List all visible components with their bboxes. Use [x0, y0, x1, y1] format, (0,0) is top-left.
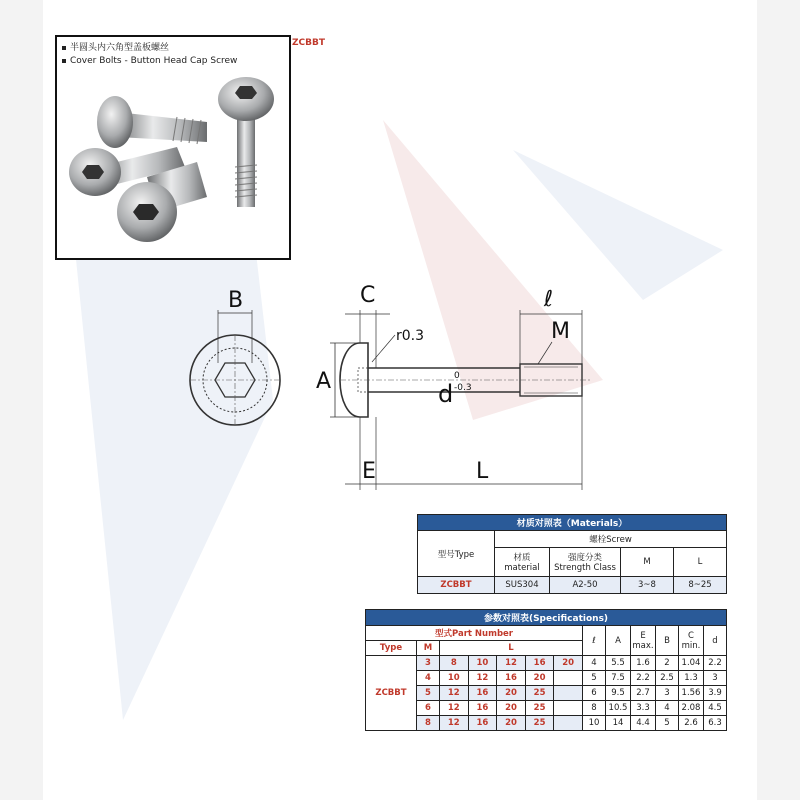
specs-L-cell: 10	[468, 656, 497, 671]
materials-table	[417, 514, 727, 594]
dim-label-d: d	[438, 380, 454, 408]
specs-M-cell: 5	[417, 686, 440, 701]
specs-M-cell: 4	[417, 671, 440, 686]
materials-row-type: ZCBBT	[418, 577, 495, 594]
specs-col-L: L	[440, 641, 583, 656]
specs-row	[366, 686, 727, 701]
brand-tag: ZCBBT	[292, 38, 325, 48]
specs-L-cell: 25	[525, 701, 554, 716]
specs-L-cell: 12	[497, 656, 526, 671]
technical-drawing	[180, 280, 620, 500]
specs-L-cell	[554, 716, 583, 731]
specs-col-E: E max.	[631, 626, 656, 656]
specs-L-cell: 16	[497, 671, 526, 686]
specs-L-cell: 10	[440, 671, 469, 686]
specs-d-cell: 2.2	[704, 656, 727, 671]
materials-row-L: 8~25	[674, 577, 727, 594]
specs-d-cell: 6.3	[704, 716, 727, 731]
specs-M-cell: 3	[417, 656, 440, 671]
specs-col-B: B	[656, 626, 679, 656]
specs-C-cell: 1.3	[679, 671, 704, 686]
specs-col-A: A	[606, 626, 631, 656]
specs-B-cell: 2.5	[656, 671, 679, 686]
specs-B-cell: 5	[656, 716, 679, 731]
specs-L-cell: 20	[497, 686, 526, 701]
specs-part-number-header: 型式Part Number	[366, 626, 583, 641]
specs-L-cell: 12	[468, 671, 497, 686]
specs-B-cell: 3	[656, 686, 679, 701]
specs-L-cell: 16	[468, 716, 497, 731]
specs-col-d: d	[704, 626, 727, 656]
materials-row-material: SUS304	[495, 577, 550, 594]
specs-B-cell: 2	[656, 656, 679, 671]
specs-L-cell: 12	[440, 686, 469, 701]
specs-col-C: C min.	[679, 626, 704, 656]
specs-col-l: ℓ	[583, 626, 606, 656]
specs-l-cell: 4	[583, 656, 606, 671]
dim-label-M: M	[551, 319, 570, 344]
dim-label-A: A	[316, 369, 332, 394]
specs-col-M: M	[417, 641, 440, 656]
specs-d-cell: 3.9	[704, 686, 727, 701]
bolts-photo	[57, 37, 289, 258]
specs-E-cell: 3.3	[631, 701, 656, 716]
specs-C-cell: 1.04	[679, 656, 704, 671]
materials-type-header: 型号Type	[418, 531, 495, 577]
specs-row	[366, 671, 727, 686]
materials-screw-header: 螺栓Screw	[495, 531, 727, 548]
dim-label-L: L	[476, 459, 489, 484]
specs-E-cell: 2.7	[631, 686, 656, 701]
specs-L-cell: 20	[525, 671, 554, 686]
dim-label-C: C	[360, 283, 376, 308]
specs-A-cell: 9.5	[606, 686, 631, 701]
specs-row	[366, 701, 727, 716]
specs-B-cell: 4	[656, 701, 679, 716]
specs-L-cell: 16	[468, 686, 497, 701]
specs-L-cell: 25	[525, 686, 554, 701]
specs-M-cell: 8	[417, 716, 440, 731]
specs-A-cell: 5.5	[606, 656, 631, 671]
specs-C-cell: 2.08	[679, 701, 704, 716]
specs-row	[366, 716, 727, 731]
product-photo-box	[55, 35, 291, 260]
specs-table-title: 参数对照表(Specifications)	[366, 610, 727, 626]
materials-col-L: L	[674, 548, 727, 577]
specs-row	[366, 656, 727, 671]
photo-caption-cn: 半圆头内六角型盖板螺丝	[62, 40, 169, 53]
photo-caption-en: Cover Bolts - Button Head Cap Screw	[62, 56, 237, 66]
specs-L-cell: 25	[525, 716, 554, 731]
specs-L-cell	[554, 701, 583, 716]
materials-table-title: 材质对照表（Materials）	[418, 515, 727, 531]
specs-table	[365, 609, 727, 731]
specs-l-cell: 5	[583, 671, 606, 686]
specs-d-cell: 4.5	[704, 701, 727, 716]
specs-M-cell: 6	[417, 701, 440, 716]
specs-C-cell: 2.6	[679, 716, 704, 731]
materials-row-class: A2-50	[550, 577, 621, 594]
specs-l-cell: 8	[583, 701, 606, 716]
specs-L-cell: 12	[440, 716, 469, 731]
specs-L-cell: 20	[554, 656, 583, 671]
specs-col-type: Type	[366, 641, 417, 656]
specs-A-cell: 7.5	[606, 671, 631, 686]
specs-d-cell: 3	[704, 671, 727, 686]
specs-C-cell: 1.56	[679, 686, 704, 701]
specs-L-cell	[554, 686, 583, 701]
specs-type-cell: ZCBBT	[366, 656, 417, 731]
specs-l-cell: 10	[583, 716, 606, 731]
specs-L-cell: 20	[497, 716, 526, 731]
specs-E-cell: 4.4	[631, 716, 656, 731]
specs-L-cell: 8	[440, 656, 469, 671]
materials-row-M: 3~8	[621, 577, 674, 594]
materials-col-M: M	[621, 548, 674, 577]
specs-L-cell: 12	[440, 701, 469, 716]
specs-E-cell: 1.6	[631, 656, 656, 671]
dim-label-E: E	[362, 459, 376, 484]
specs-L-cell: 16	[468, 701, 497, 716]
dim-tolerance-bottom: -0.3	[454, 383, 472, 393]
materials-col-material: 材质 material	[495, 548, 550, 577]
specs-L-cell: 16	[525, 656, 554, 671]
specs-l-cell: 6	[583, 686, 606, 701]
dim-tolerance-top: 0	[454, 371, 460, 381]
specs-L-cell	[554, 671, 583, 686]
specs-L-cell: 20	[497, 701, 526, 716]
dim-label-r: r0.3	[396, 328, 425, 344]
specs-A-cell: 14	[606, 716, 631, 731]
materials-col-class: 强度分类 Strength Class	[550, 548, 621, 577]
dim-label-B: B	[228, 288, 244, 313]
specs-A-cell: 10.5	[606, 701, 631, 716]
specs-E-cell: 2.2	[631, 671, 656, 686]
dim-label-l: ℓ	[544, 287, 554, 312]
